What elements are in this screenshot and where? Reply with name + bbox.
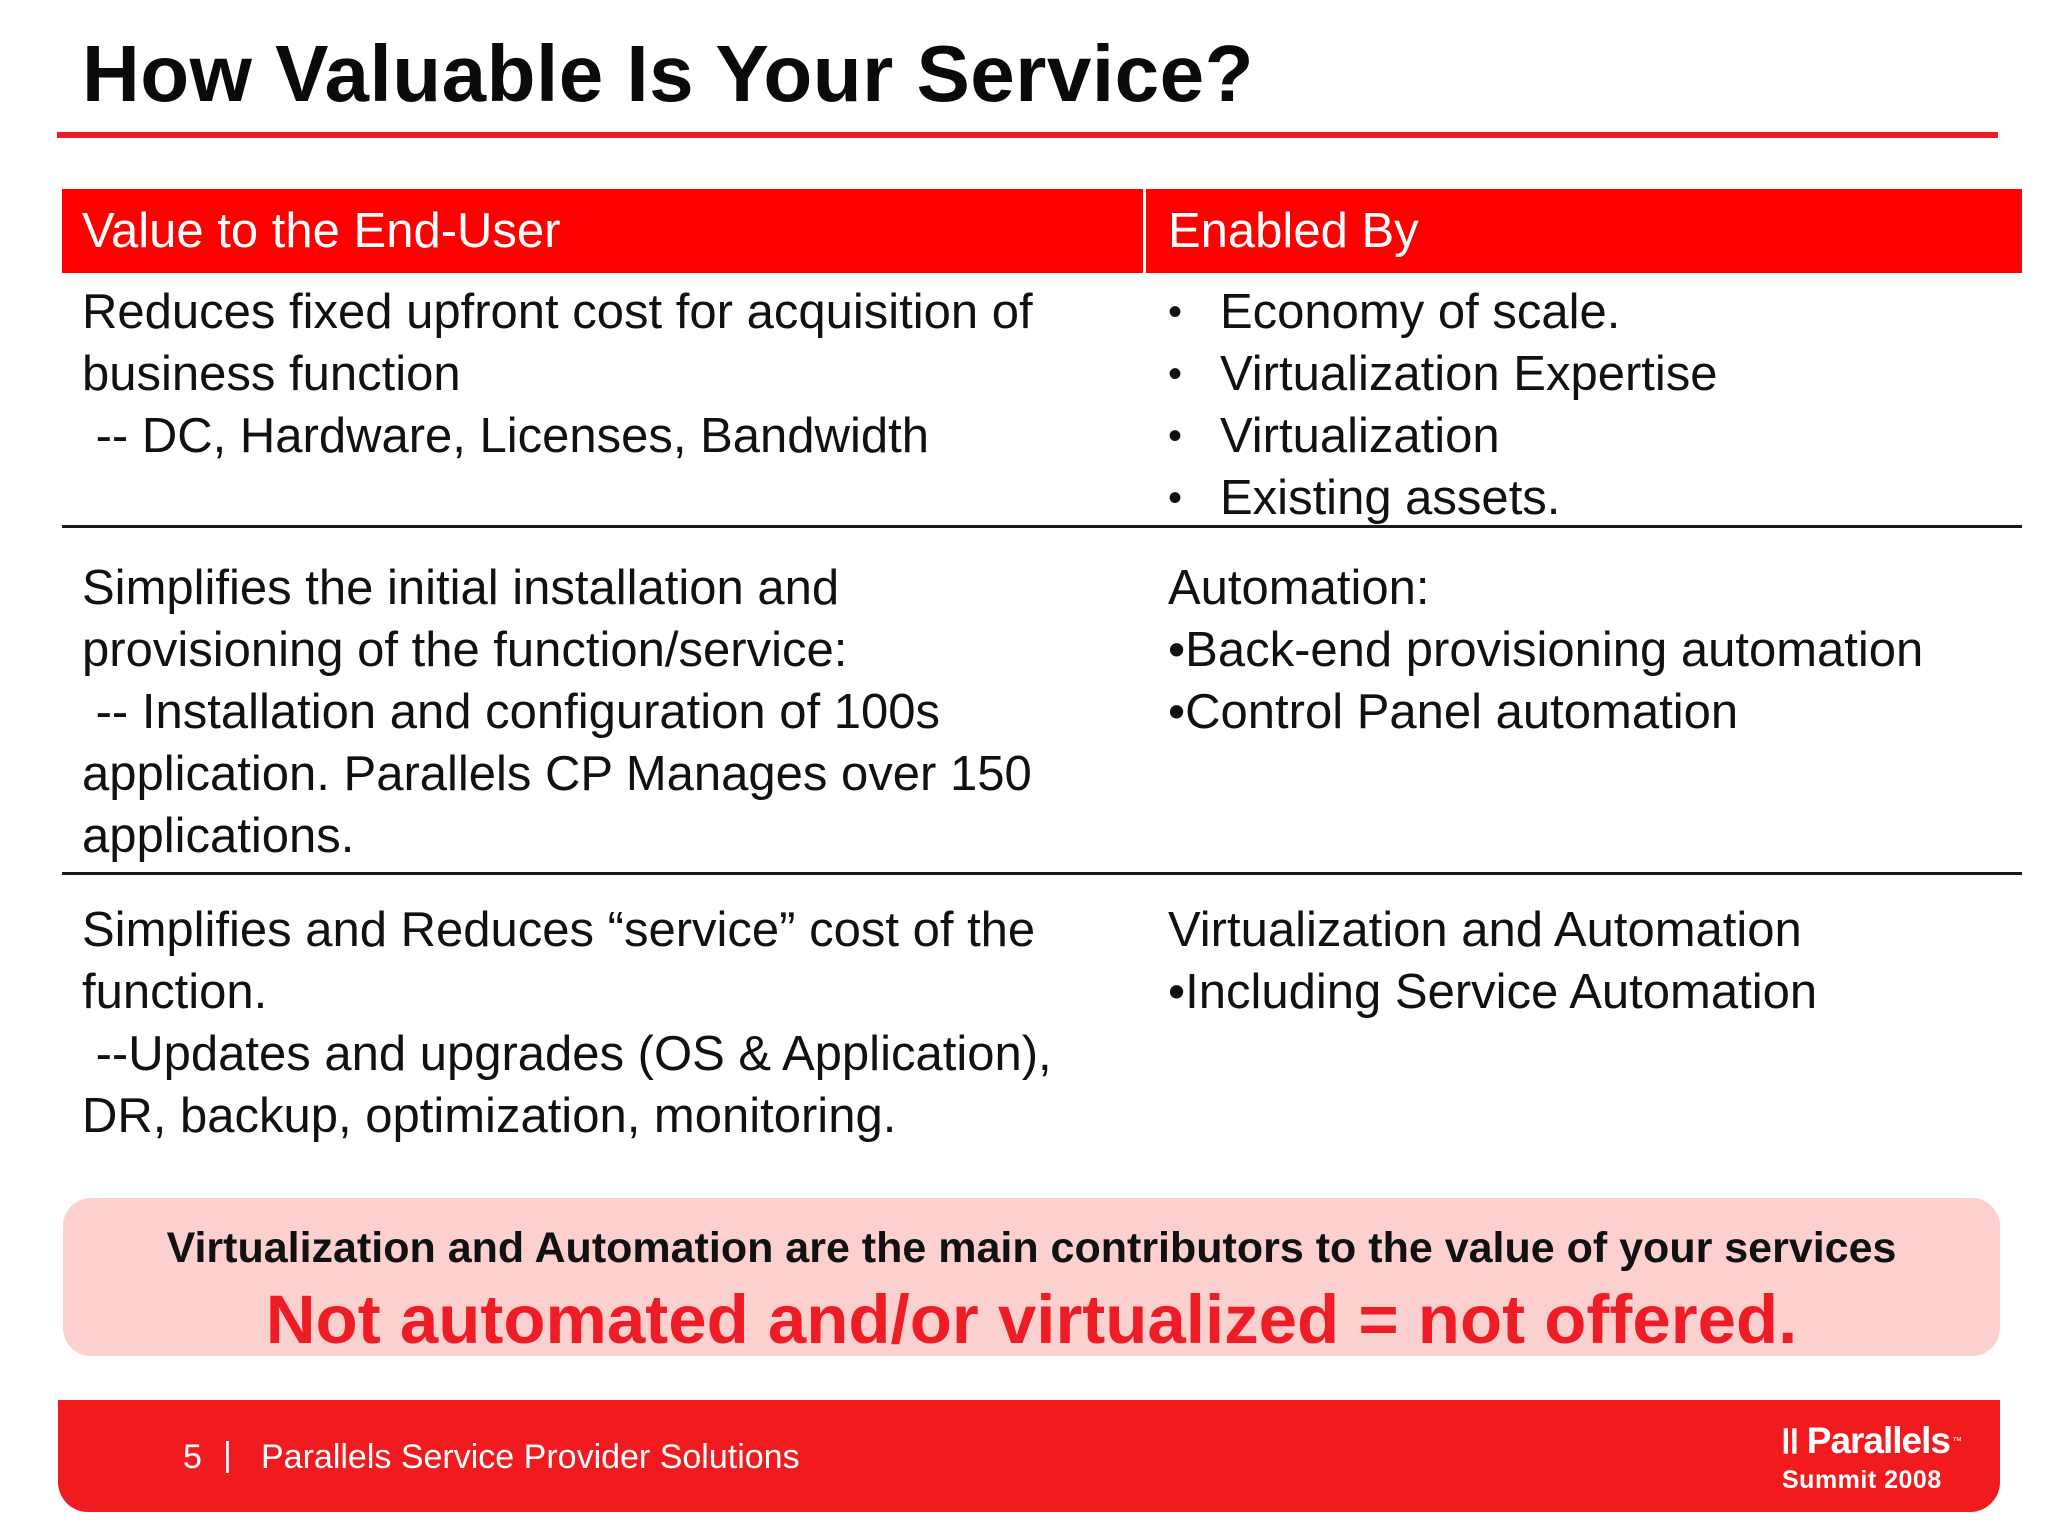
value-line: provisioning of the function/service: — [82, 623, 848, 677]
bullet-item: • Virtualization Expertise — [1168, 343, 2022, 405]
value-line: Reduces fixed upfront cost for acquisition of — [82, 285, 1033, 339]
parallels-logo — [1782, 1420, 1962, 1495]
value-line: applications. — [82, 809, 355, 863]
value-line: -- DC, Hardware, Licenses, Bandwidth — [82, 409, 929, 463]
bullet-item: • Existing assets. — [1168, 467, 2022, 529]
table-row — [62, 875, 2022, 1175]
footer-separator: | — [223, 1436, 232, 1474]
value-cell — [62, 273, 1146, 525]
logo-trademark: ™ — [1952, 1435, 1962, 1447]
slide-title: How Valuable Is Your Service? — [82, 29, 1254, 118]
header-value-to-end-user: Value to the End-User — [62, 189, 1146, 273]
value-line: --Updates and upgrades (OS & Application), — [82, 1027, 1052, 1081]
title-underline — [57, 132, 1998, 138]
parallels-bars-icon — [1782, 1424, 1801, 1458]
enabled-cell — [1146, 273, 2022, 525]
value-table — [62, 189, 2022, 1175]
bullet-item: • Virtualization — [1168, 405, 2022, 467]
table-row — [62, 273, 2022, 528]
value-line: DR, backup, optimization, monitoring. — [82, 1089, 897, 1143]
enabled-cell — [1146, 528, 2022, 872]
header-enabled-by: Enabled By — [1168, 204, 1419, 258]
table-header-row — [62, 189, 2022, 273]
enabled-line: Automation: — [1168, 561, 1430, 615]
table-row — [62, 528, 2022, 875]
value-line: business function — [82, 347, 461, 401]
bullet-item: • Economy of scale. — [1168, 281, 2022, 343]
value-line: Simplifies the initial installation and — [82, 561, 840, 615]
enabled-line: •Including Service Automation — [1168, 965, 1818, 1019]
value-line: function. — [82, 965, 268, 1019]
page-number: 5 — [183, 1438, 202, 1476]
enabled-line: Virtualization and Automation — [1168, 903, 1802, 957]
conclusion-callout — [63, 1198, 2000, 1356]
logo-summit: Summit 2008 — [1782, 1466, 1942, 1494]
enabled-line: •Back-end provisioning automation — [1168, 623, 1924, 677]
enabled-line: •Control Panel automation — [1168, 685, 1739, 739]
value-cell — [62, 528, 1146, 872]
value-cell — [62, 875, 1146, 1175]
footer-title: Parallels Service Provider Solutions — [261, 1438, 800, 1476]
callout-emphasis-text: Not automated and/or virtualized = not offered. — [265, 1281, 1798, 1358]
value-line: -- Installation and configuration of 100s — [82, 685, 941, 739]
value-line: Simplifies and Reduces “service” cost of the — [82, 903, 1036, 957]
slide-footer — [58, 1400, 2000, 1512]
enabled-cell — [1146, 875, 2022, 1175]
callout-main-text: Virtualization and Automation are the main contributors to the value of your services — [166, 1224, 1897, 1272]
logo-name: Parallels — [1806, 1420, 1950, 1461]
value-line: application. Parallels CP Manages over 150 — [82, 747, 1032, 801]
enabled-bullet-list — [1168, 281, 2022, 529]
